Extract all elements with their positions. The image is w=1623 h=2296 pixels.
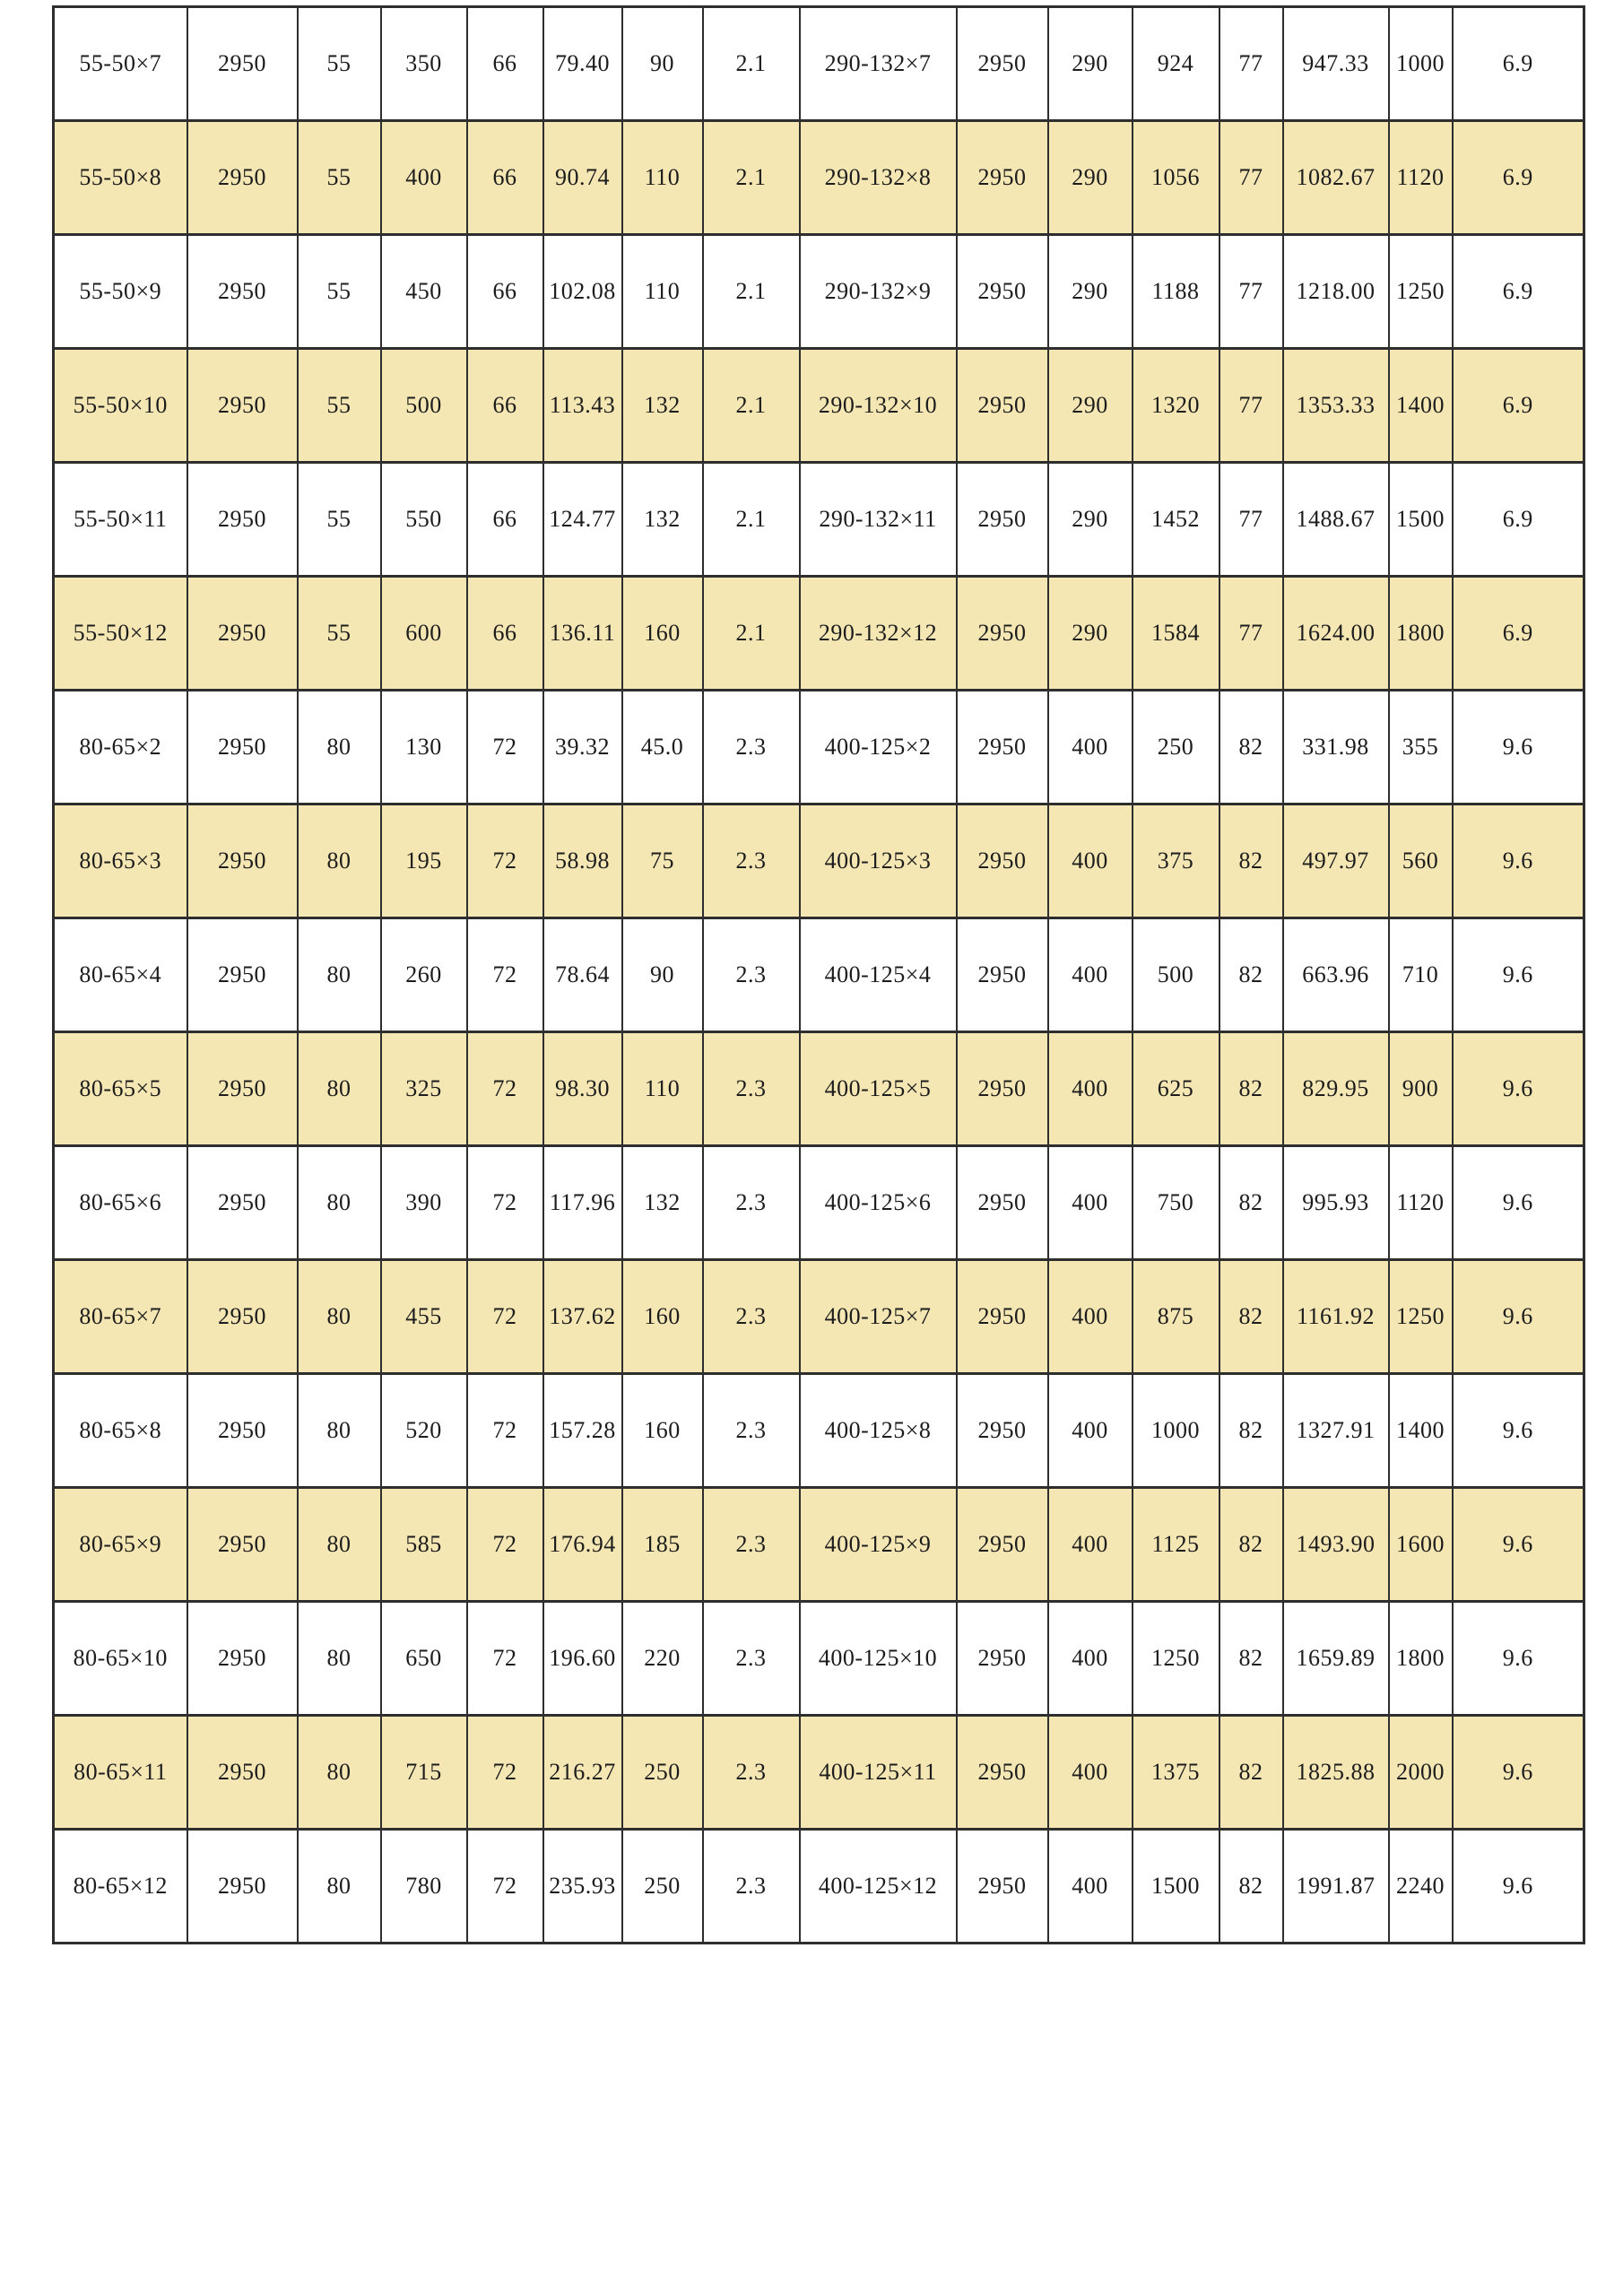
value-cell: 82: [1219, 1374, 1283, 1488]
value-cell: 375: [1133, 804, 1219, 918]
value-cell: 80: [298, 1488, 381, 1602]
value-cell: 9.6: [1453, 1374, 1584, 1488]
value-cell: 2950: [957, 1260, 1048, 1374]
value-cell: 66: [467, 349, 543, 463]
pump-model-cell: 290-132×7: [800, 7, 957, 121]
value-cell: 1500: [1389, 463, 1453, 577]
value-cell: 82: [1219, 1488, 1283, 1602]
table-row: [54, 235, 1584, 349]
value-cell: 82: [1219, 691, 1283, 804]
value-cell: 102.08: [543, 235, 622, 349]
table-row: [54, 7, 1584, 121]
value-cell: 290: [1048, 235, 1133, 349]
value-cell: 1800: [1389, 577, 1453, 691]
value-cell: 400: [1048, 1488, 1133, 1602]
value-cell: 9.6: [1453, 1032, 1584, 1146]
pump-model-cell: 80-65×7: [54, 1260, 187, 1374]
value-cell: 82: [1219, 1032, 1283, 1146]
value-cell: 80: [298, 918, 381, 1032]
pump-model-cell: 400-125×5: [800, 1032, 957, 1146]
value-cell: 132: [622, 1146, 703, 1260]
value-cell: 117.96: [543, 1146, 622, 1260]
value-cell: 72: [467, 1032, 543, 1146]
value-cell: 600: [381, 577, 467, 691]
value-cell: 2.1: [703, 7, 800, 121]
value-cell: 77: [1219, 577, 1283, 691]
pump-model-cell: 80-65×6: [54, 1146, 187, 1260]
value-cell: 2950: [957, 1602, 1048, 1716]
value-cell: 2950: [187, 1830, 298, 1944]
value-cell: 2950: [957, 1032, 1048, 1146]
value-cell: 1493.90: [1283, 1488, 1389, 1602]
value-cell: 80: [298, 1830, 381, 1944]
value-cell: 80: [298, 1374, 381, 1488]
value-cell: 72: [467, 918, 543, 1032]
value-cell: 77: [1219, 463, 1283, 577]
value-cell: 780: [381, 1830, 467, 1944]
value-cell: 9.6: [1453, 804, 1584, 918]
value-cell: 185: [622, 1488, 703, 1602]
value-cell: 1400: [1389, 1374, 1453, 1488]
value-cell: 79.40: [543, 7, 622, 121]
value-cell: 2950: [187, 1716, 298, 1830]
pump-model-cell: 290-132×9: [800, 235, 957, 349]
value-cell: 39.32: [543, 691, 622, 804]
value-cell: 1125: [1133, 1488, 1219, 1602]
value-cell: 2.3: [703, 691, 800, 804]
value-cell: 1991.87: [1283, 1830, 1389, 1944]
table-row: [54, 1716, 1584, 1830]
value-cell: 9.6: [1453, 1146, 1584, 1260]
value-cell: 350: [381, 7, 467, 121]
table-row: [54, 918, 1584, 1032]
value-cell: 80: [298, 1260, 381, 1374]
value-cell: 331.98: [1283, 691, 1389, 804]
value-cell: 6.9: [1453, 577, 1584, 691]
value-cell: 1400: [1389, 349, 1453, 463]
value-cell: 80: [298, 804, 381, 918]
value-cell: 77: [1219, 121, 1283, 235]
value-cell: 72: [467, 804, 543, 918]
value-cell: 45.0: [622, 691, 703, 804]
value-cell: 72: [467, 1602, 543, 1716]
pump-model-cell: 400-125×8: [800, 1374, 957, 1488]
pump-model-cell: 400-125×2: [800, 691, 957, 804]
value-cell: 80: [298, 1032, 381, 1146]
value-cell: 250: [1133, 691, 1219, 804]
value-cell: 2950: [187, 1260, 298, 1374]
value-cell: 130: [381, 691, 467, 804]
table-row: [54, 1032, 1584, 1146]
value-cell: 710: [1389, 918, 1453, 1032]
value-cell: 80: [298, 1602, 381, 1716]
value-cell: 2950: [957, 349, 1048, 463]
value-cell: 995.93: [1283, 1146, 1389, 1260]
value-cell: 1188: [1133, 235, 1219, 349]
value-cell: 1353.33: [1283, 349, 1389, 463]
value-cell: 1250: [1133, 1602, 1219, 1716]
value-cell: 132: [622, 349, 703, 463]
value-cell: 560: [1389, 804, 1453, 918]
pump-model-cell: 55-50×8: [54, 121, 187, 235]
value-cell: 132: [622, 463, 703, 577]
pump-model-cell: 80-65×9: [54, 1488, 187, 1602]
value-cell: 400: [381, 121, 467, 235]
value-cell: 497.97: [1283, 804, 1389, 918]
value-cell: 829.95: [1283, 1032, 1389, 1146]
value-cell: 900: [1389, 1032, 1453, 1146]
value-cell: 2950: [187, 463, 298, 577]
value-cell: 2.3: [703, 1716, 800, 1830]
value-cell: 260: [381, 918, 467, 1032]
value-cell: 9.6: [1453, 1260, 1584, 1374]
table-row: [54, 349, 1584, 463]
value-cell: 1500: [1133, 1830, 1219, 1944]
value-cell: 650: [381, 1602, 467, 1716]
value-cell: 66: [467, 121, 543, 235]
value-cell: 160: [622, 577, 703, 691]
value-cell: 6.9: [1453, 235, 1584, 349]
value-cell: 2.3: [703, 1830, 800, 1944]
pump-model-cell: 80-65×4: [54, 918, 187, 1032]
value-cell: 400: [1048, 804, 1133, 918]
value-cell: 455: [381, 1260, 467, 1374]
value-cell: 82: [1219, 1602, 1283, 1716]
value-cell: 500: [381, 349, 467, 463]
pump-model-cell: 80-65×2: [54, 691, 187, 804]
value-cell: 1218.00: [1283, 235, 1389, 349]
value-cell: 500: [1133, 918, 1219, 1032]
pump-model-cell: 55-50×12: [54, 577, 187, 691]
value-cell: 924: [1133, 7, 1219, 121]
value-cell: 98.30: [543, 1032, 622, 1146]
value-cell: 400: [1048, 1602, 1133, 1716]
value-cell: 2950: [957, 691, 1048, 804]
value-cell: 2240: [1389, 1830, 1453, 1944]
value-cell: 72: [467, 1716, 543, 1830]
value-cell: 1161.92: [1283, 1260, 1389, 1374]
value-cell: 220: [622, 1602, 703, 1716]
value-cell: 325: [381, 1032, 467, 1146]
pump-model-cell: 80-65×8: [54, 1374, 187, 1488]
value-cell: 110: [622, 1032, 703, 1146]
value-cell: 663.96: [1283, 918, 1389, 1032]
table-row: [54, 1260, 1584, 1374]
value-cell: 2000: [1389, 1716, 1453, 1830]
pump-model-cell: 400-125×9: [800, 1488, 957, 1602]
value-cell: 2950: [187, 7, 298, 121]
value-cell: 82: [1219, 918, 1283, 1032]
value-cell: 2.3: [703, 1374, 800, 1488]
value-cell: 235.93: [543, 1830, 622, 1944]
value-cell: 400: [1048, 1374, 1133, 1488]
value-cell: 2950: [187, 1488, 298, 1602]
value-cell: 6.9: [1453, 121, 1584, 235]
value-cell: 450: [381, 235, 467, 349]
value-cell: 2950: [187, 577, 298, 691]
value-cell: 2.1: [703, 577, 800, 691]
table-row: [54, 1374, 1584, 1488]
pump-model-cell: 80-65×3: [54, 804, 187, 918]
value-cell: 78.64: [543, 918, 622, 1032]
pump-model-cell: 290-132×8: [800, 121, 957, 235]
value-cell: 1120: [1389, 1146, 1453, 1260]
value-cell: 947.33: [1283, 7, 1389, 121]
value-cell: 2950: [957, 235, 1048, 349]
value-cell: 400: [1048, 1032, 1133, 1146]
value-cell: 110: [622, 235, 703, 349]
value-cell: 1056: [1133, 121, 1219, 235]
value-cell: 1800: [1389, 1602, 1453, 1716]
table-row: [54, 804, 1584, 918]
table-row: [54, 577, 1584, 691]
value-cell: 1250: [1389, 1260, 1453, 1374]
value-cell: 160: [622, 1260, 703, 1374]
value-cell: 80: [298, 1716, 381, 1830]
value-cell: 9.6: [1453, 1602, 1584, 1716]
pump-model-cell: 55-50×9: [54, 235, 187, 349]
value-cell: 1000: [1133, 1374, 1219, 1488]
value-cell: 2950: [957, 1488, 1048, 1602]
value-cell: 2950: [187, 691, 298, 804]
value-cell: 6.9: [1453, 349, 1584, 463]
value-cell: 58.98: [543, 804, 622, 918]
value-cell: 290: [1048, 7, 1133, 121]
value-cell: 72: [467, 1146, 543, 1260]
value-cell: 2950: [957, 1716, 1048, 1830]
value-cell: 2950: [957, 121, 1048, 235]
pump-model-cell: 55-50×11: [54, 463, 187, 577]
table-row: [54, 1830, 1584, 1944]
pump-model-cell: 400-125×3: [800, 804, 957, 918]
value-cell: 1327.91: [1283, 1374, 1389, 1488]
table-row: [54, 1488, 1584, 1602]
value-cell: 2950: [957, 463, 1048, 577]
pump-model-cell: 400-125×11: [800, 1716, 957, 1830]
value-cell: 2950: [957, 804, 1048, 918]
pump-model-cell: 80-65×10: [54, 1602, 187, 1716]
value-cell: 80: [298, 1146, 381, 1260]
value-cell: 2950: [957, 1374, 1048, 1488]
value-cell: 9.6: [1453, 691, 1584, 804]
value-cell: 75: [622, 804, 703, 918]
value-cell: 2.1: [703, 121, 800, 235]
value-cell: 400: [1048, 1830, 1133, 1944]
value-cell: 195: [381, 804, 467, 918]
value-cell: 2950: [957, 1830, 1048, 1944]
value-cell: 9.6: [1453, 1830, 1584, 1944]
pump-model-cell: 55-50×7: [54, 7, 187, 121]
value-cell: 250: [622, 1716, 703, 1830]
value-cell: 290: [1048, 349, 1133, 463]
table-row: [54, 1602, 1584, 1716]
value-cell: 1584: [1133, 577, 1219, 691]
value-cell: 9.6: [1453, 1716, 1584, 1830]
pump-model-cell: 290-132×11: [800, 463, 957, 577]
value-cell: 2.3: [703, 804, 800, 918]
value-cell: 1000: [1389, 7, 1453, 121]
value-cell: 2950: [187, 1602, 298, 1716]
value-cell: 72: [467, 1260, 543, 1374]
value-cell: 875: [1133, 1260, 1219, 1374]
value-cell: 2.3: [703, 1602, 800, 1716]
pump-model-cell: 80-65×12: [54, 1830, 187, 1944]
value-cell: 137.62: [543, 1260, 622, 1374]
value-cell: 1452: [1133, 463, 1219, 577]
value-cell: 2950: [187, 121, 298, 235]
table-row: [54, 121, 1584, 235]
value-cell: 82: [1219, 1260, 1283, 1374]
pump-model-cell: 80-65×11: [54, 1716, 187, 1830]
pump-model-cell: 400-125×10: [800, 1602, 957, 1716]
pump-model-cell: 290-132×12: [800, 577, 957, 691]
value-cell: 55: [298, 349, 381, 463]
value-cell: 2.3: [703, 1488, 800, 1602]
value-cell: 77: [1219, 7, 1283, 121]
table-row: [54, 691, 1584, 804]
value-cell: 2.1: [703, 235, 800, 349]
value-cell: 1659.89: [1283, 1602, 1389, 1716]
value-cell: 72: [467, 1374, 543, 1488]
value-cell: 55: [298, 577, 381, 691]
value-cell: 1375: [1133, 1716, 1219, 1830]
value-cell: 715: [381, 1716, 467, 1830]
value-cell: 66: [467, 235, 543, 349]
value-cell: 82: [1219, 1146, 1283, 1260]
value-cell: 400: [1048, 918, 1133, 1032]
value-cell: 9.6: [1453, 1488, 1584, 1602]
pump-spec-table: [52, 5, 1585, 1944]
value-cell: 550: [381, 463, 467, 577]
pump-model-cell: 80-65×5: [54, 1032, 187, 1146]
value-cell: 2950: [187, 1032, 298, 1146]
value-cell: 66: [467, 7, 543, 121]
value-cell: 1320: [1133, 349, 1219, 463]
value-cell: 72: [467, 1488, 543, 1602]
value-cell: 6.9: [1453, 463, 1584, 577]
pump-model-cell: 400-125×6: [800, 1146, 957, 1260]
value-cell: 90: [622, 918, 703, 1032]
table-row: [54, 1146, 1584, 1260]
table-row: [54, 463, 1584, 577]
value-cell: 55: [298, 463, 381, 577]
value-cell: 82: [1219, 1716, 1283, 1830]
value-cell: 2950: [187, 918, 298, 1032]
value-cell: 400: [1048, 1260, 1133, 1374]
value-cell: 400: [1048, 691, 1133, 804]
value-cell: 176.94: [543, 1488, 622, 1602]
value-cell: 55: [298, 235, 381, 349]
value-cell: 290: [1048, 463, 1133, 577]
value-cell: 2.3: [703, 1146, 800, 1260]
value-cell: 160: [622, 1374, 703, 1488]
value-cell: 290: [1048, 577, 1133, 691]
value-cell: 110: [622, 121, 703, 235]
value-cell: 2950: [957, 577, 1048, 691]
value-cell: 2950: [187, 235, 298, 349]
value-cell: 2950: [957, 7, 1048, 121]
table-body: [54, 7, 1584, 1944]
value-cell: 2.1: [703, 349, 800, 463]
value-cell: 136.11: [543, 577, 622, 691]
value-cell: 1250: [1389, 235, 1453, 349]
value-cell: 250: [622, 1830, 703, 1944]
value-cell: 157.28: [543, 1374, 622, 1488]
value-cell: 82: [1219, 804, 1283, 918]
value-cell: 355: [1389, 691, 1453, 804]
value-cell: 77: [1219, 235, 1283, 349]
value-cell: 520: [381, 1374, 467, 1488]
value-cell: 2.3: [703, 918, 800, 1032]
value-cell: 72: [467, 1830, 543, 1944]
value-cell: 2950: [187, 804, 298, 918]
value-cell: 625: [1133, 1032, 1219, 1146]
value-cell: 1600: [1389, 1488, 1453, 1602]
pump-model-cell: 290-132×10: [800, 349, 957, 463]
value-cell: 77: [1219, 349, 1283, 463]
value-cell: 66: [467, 463, 543, 577]
pump-model-cell: 55-50×10: [54, 349, 187, 463]
pump-model-cell: 400-125×12: [800, 1830, 957, 1944]
value-cell: 2.3: [703, 1032, 800, 1146]
value-cell: 400: [1048, 1146, 1133, 1260]
value-cell: 80: [298, 691, 381, 804]
value-cell: 196.60: [543, 1602, 622, 1716]
value-cell: 113.43: [543, 349, 622, 463]
pump-model-cell: 400-125×7: [800, 1260, 957, 1374]
pump-model-cell: 400-125×4: [800, 918, 957, 1032]
value-cell: 1825.88: [1283, 1716, 1389, 1830]
value-cell: 90: [622, 7, 703, 121]
value-cell: 55: [298, 121, 381, 235]
value-cell: 124.77: [543, 463, 622, 577]
value-cell: 750: [1133, 1146, 1219, 1260]
value-cell: 290: [1048, 121, 1133, 235]
value-cell: 2950: [957, 1146, 1048, 1260]
value-cell: 1624.00: [1283, 577, 1389, 691]
value-cell: 2.1: [703, 463, 800, 577]
value-cell: 585: [381, 1488, 467, 1602]
value-cell: 55: [298, 7, 381, 121]
value-cell: 2950: [187, 1374, 298, 1488]
value-cell: 82: [1219, 1830, 1283, 1944]
value-cell: 2950: [187, 349, 298, 463]
value-cell: 2950: [187, 1146, 298, 1260]
value-cell: 216.27: [543, 1716, 622, 1830]
value-cell: 1120: [1389, 121, 1453, 235]
value-cell: 2.3: [703, 1260, 800, 1374]
value-cell: 1082.67: [1283, 121, 1389, 235]
value-cell: 66: [467, 577, 543, 691]
value-cell: 390: [381, 1146, 467, 1260]
value-cell: 6.9: [1453, 7, 1584, 121]
value-cell: 90.74: [543, 121, 622, 235]
value-cell: 9.6: [1453, 918, 1584, 1032]
value-cell: 72: [467, 691, 543, 804]
value-cell: 2950: [957, 918, 1048, 1032]
value-cell: 1488.67: [1283, 463, 1389, 577]
value-cell: 400: [1048, 1716, 1133, 1830]
